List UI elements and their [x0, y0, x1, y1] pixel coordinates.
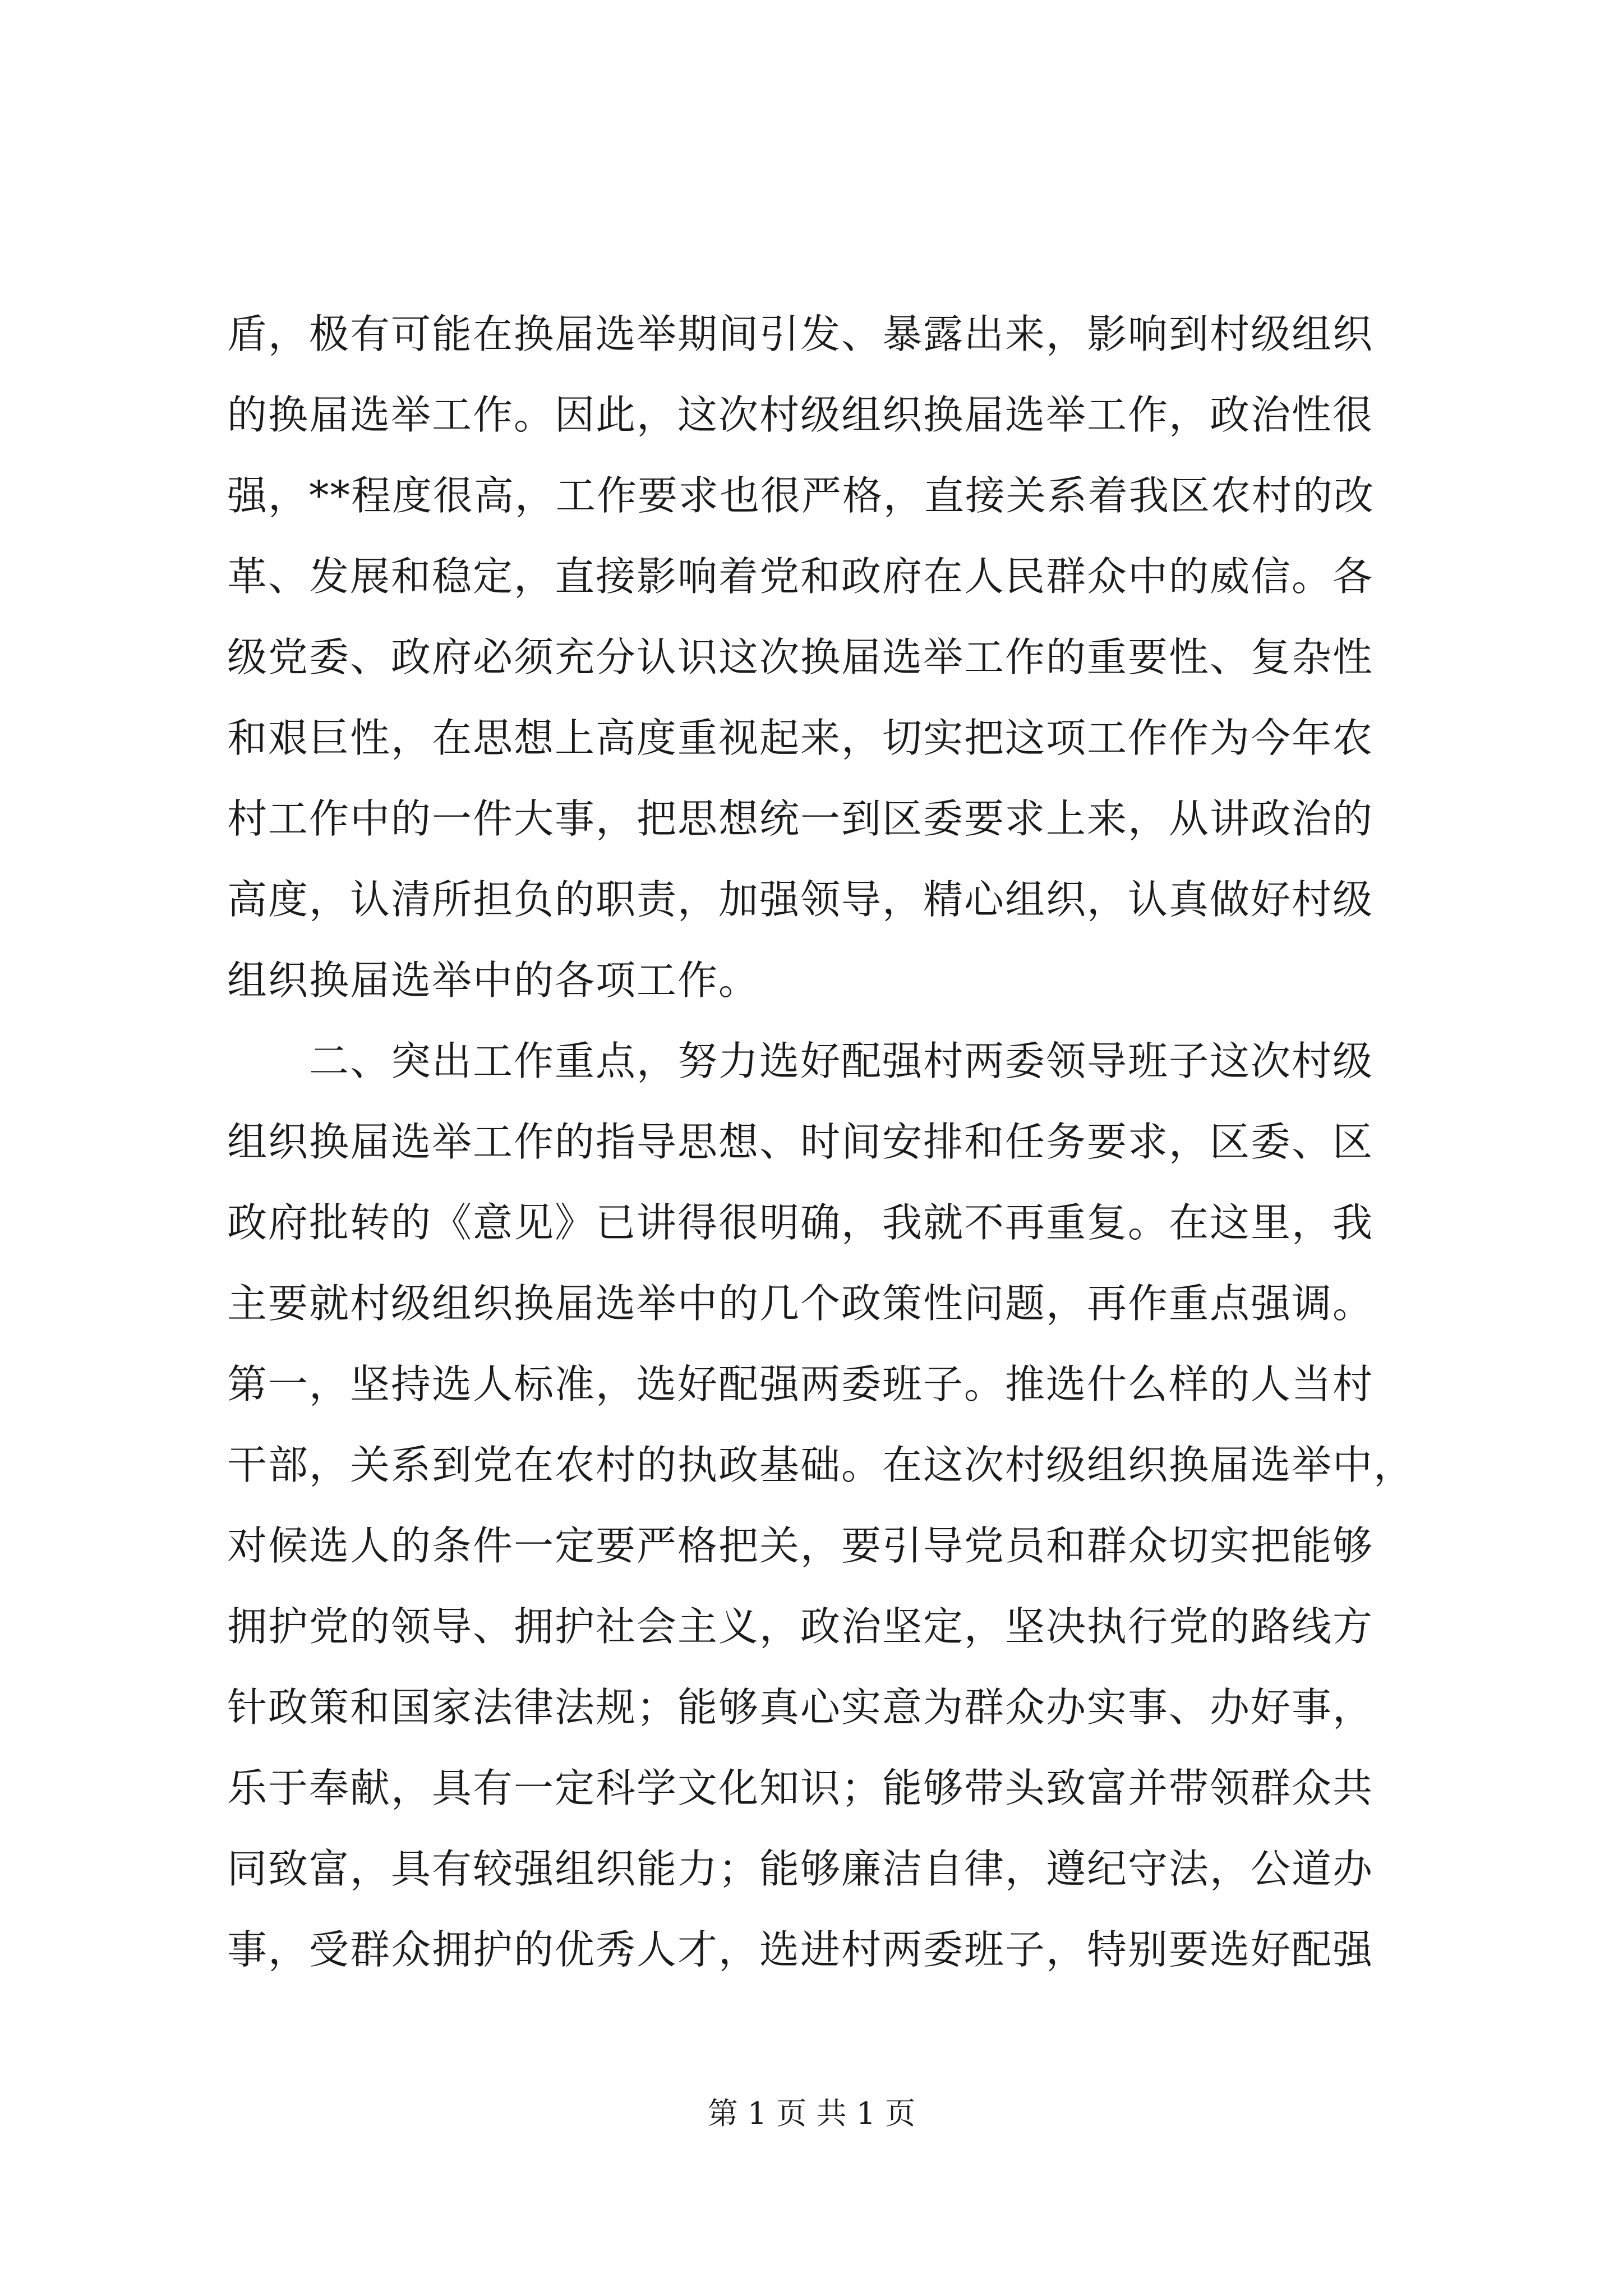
- body-line: 主要就村级组织换届选举中的几个政策性问题，再作重点强调。: [227, 1280, 1374, 1327]
- body-line: 事，受群众拥护的优秀人才，选进村两委班子，特别要选好配强: [227, 1926, 1374, 1973]
- body-line: 组织换届选举中的各项工作。: [227, 957, 760, 1004]
- body-line: 盾，极有可能在换届选举期间引发、暴露出来，影响到村级组织: [227, 311, 1374, 357]
- body-line: 的换届选举工作。因此，这次村级组织换届选举工作，政治性很: [227, 392, 1374, 438]
- section-heading-line: 二、突出工作重点，努力选好配强村两委领导班子这次村级: [227, 1038, 1374, 1084]
- body-line: 组织换届选举工作的指导思想、时间安排和任务要求，区委、区: [227, 1119, 1374, 1165]
- body-line: 干部，关系到党在农村的执政基础。在这次村级组织换届选举中，: [227, 1442, 1415, 1488]
- body-line: 级党委、政府必须充分认识这次换届选举工作的重要性、复杂性: [227, 634, 1374, 680]
- body-line: 村工作中的一件大事，把思想统一到区委要求上来，从讲政治的: [227, 795, 1374, 842]
- body-line: 乐于奉献，具有一定科学文化知识；能够带头致富并带领群众共: [227, 1765, 1374, 1811]
- body-line: 针政策和国家法律法规；能够真心实意为群众办实事、办好事，: [227, 1684, 1374, 1731]
- body-line: 拥护党的领导、拥护社会主义，政治坚定，坚决执行党的路线方: [227, 1603, 1374, 1650]
- body-line: 对候选人的条件一定要严格把关，要引导党员和群众切实把能够: [227, 1522, 1374, 1569]
- body-line: 强，**程度很高，工作要求也很严格，直接关系着我区农村的改: [227, 472, 1375, 519]
- body-line: 同致富，具有较强组织能力；能够廉洁自律，遵纪守法，公道办: [227, 1846, 1374, 1892]
- body-line: 高度，认清所担负的职责，加强领导，精心组织，认真做好村级: [227, 876, 1374, 923]
- body-line: 第一，坚持选人标准，选好配强两委班子。推选什么样的人当村: [227, 1361, 1374, 1407]
- page-footer: 第 1 页 共 1 页: [707, 2096, 916, 2131]
- body-line: 政府批转的《意见》已讲得很明确，我就不再重复。在这里，我: [227, 1199, 1374, 1246]
- body-line: 革、发展和稳定，直接影响着党和政府在人民群众中的威信。各: [227, 553, 1374, 600]
- body-line: 和艰巨性，在思想上高度重视起来，切实把这项工作作为今年农: [227, 715, 1374, 761]
